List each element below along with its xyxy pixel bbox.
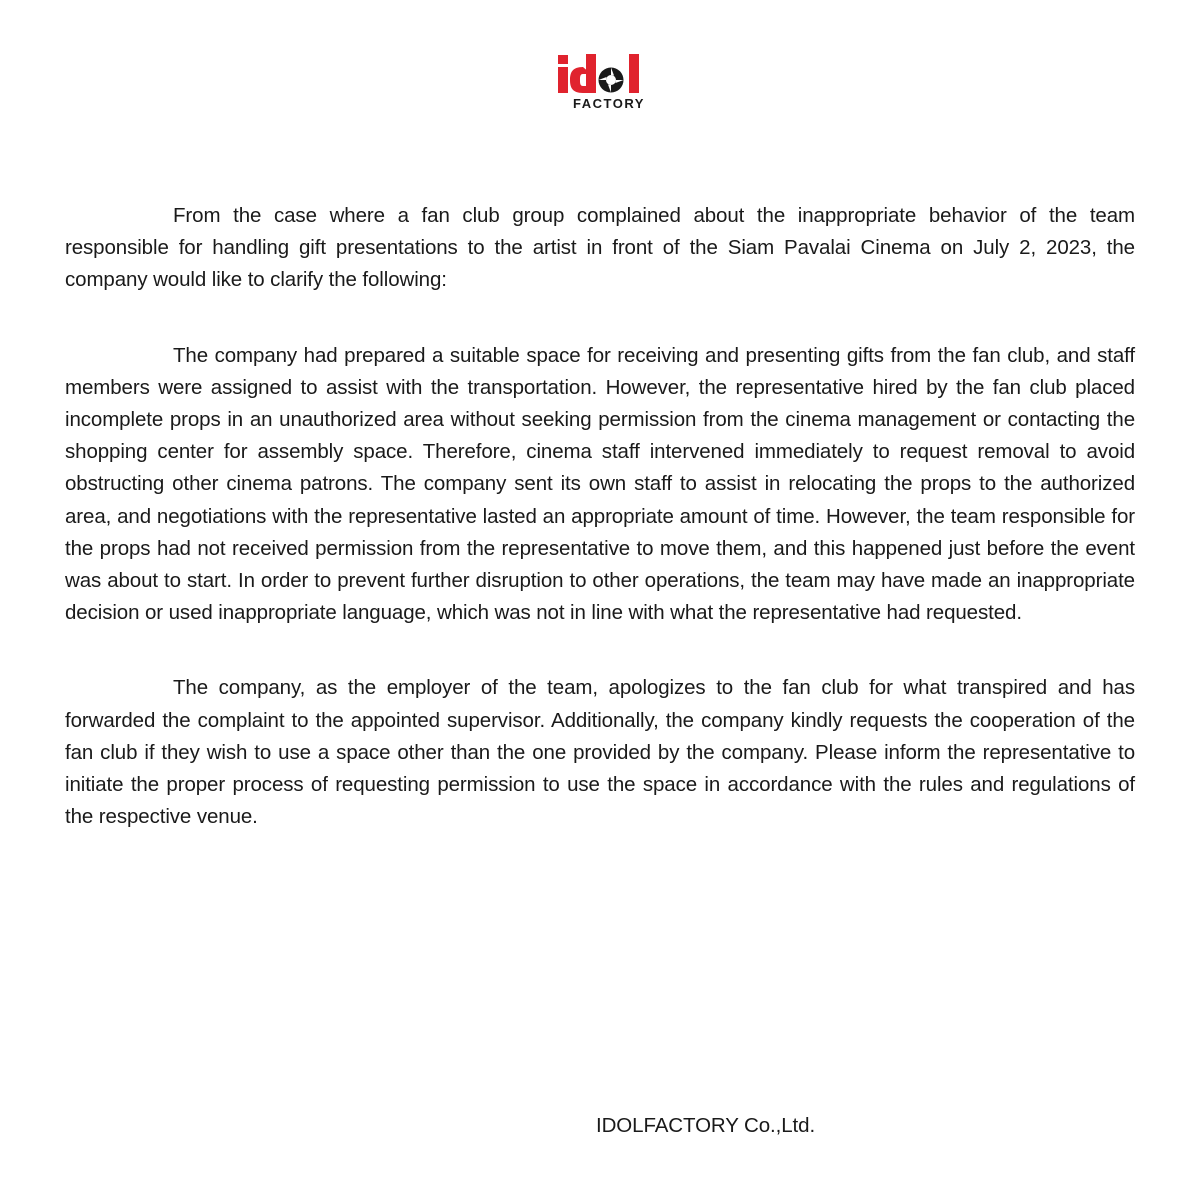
company-signature: IDOLFACTORY Co.,Ltd.: [596, 1114, 816, 1137]
paragraph-1: From the case where a fan club group complained about the inappropriate behavior of the team responsible for handling gift presentations to the artist in front of the Siam Pavalai Cinema on July 2, 2023, the company would like to clarify the following:: [65, 204, 1135, 292]
paragraph-2: The company had prepared a suitable space for receiving and presenting gifts from the fan club, and staff members were assigned to assist with the transportation. However, the representative hired by the fan club placed incomplete props in an unauthorized area without seeking permission from the cinema management or contacting the shopping center for assembly space. Therefore, cinema staff intervened immediately to request removal to avoid obstructing other cinema patrons. The company sent its own staff to assist in relocating the props to the authorized area, and negotiations with the representative lasted an appropriate amount of time. However, the team responsible for the props had not received permission from the representative to move them, and this happened just before the event was about to start. In order to prevent further disruption to other operations, the team may have made an inappropriate decision or used inappropriate language, which was not in line with what the representative had requested.: [65, 343, 1135, 625]
paragraph-3: The company, as the employer of the team, apologizes to the fan club for what transpired and has forwarded the complaint to the appointed supervisor. Additionally, the company kindly requests the cooperation of the fan club if they wish to use a space other than the one provided by the company. Please inform the representative to initiate the proper process of requesting permission to use the space in accordance with the rules and regulations of the respective venue.: [65, 676, 1135, 829]
company-logo: [553, 50, 648, 112]
logo-subtext: FACTORY: [573, 96, 645, 111]
statement-body: [65, 200, 1135, 833]
